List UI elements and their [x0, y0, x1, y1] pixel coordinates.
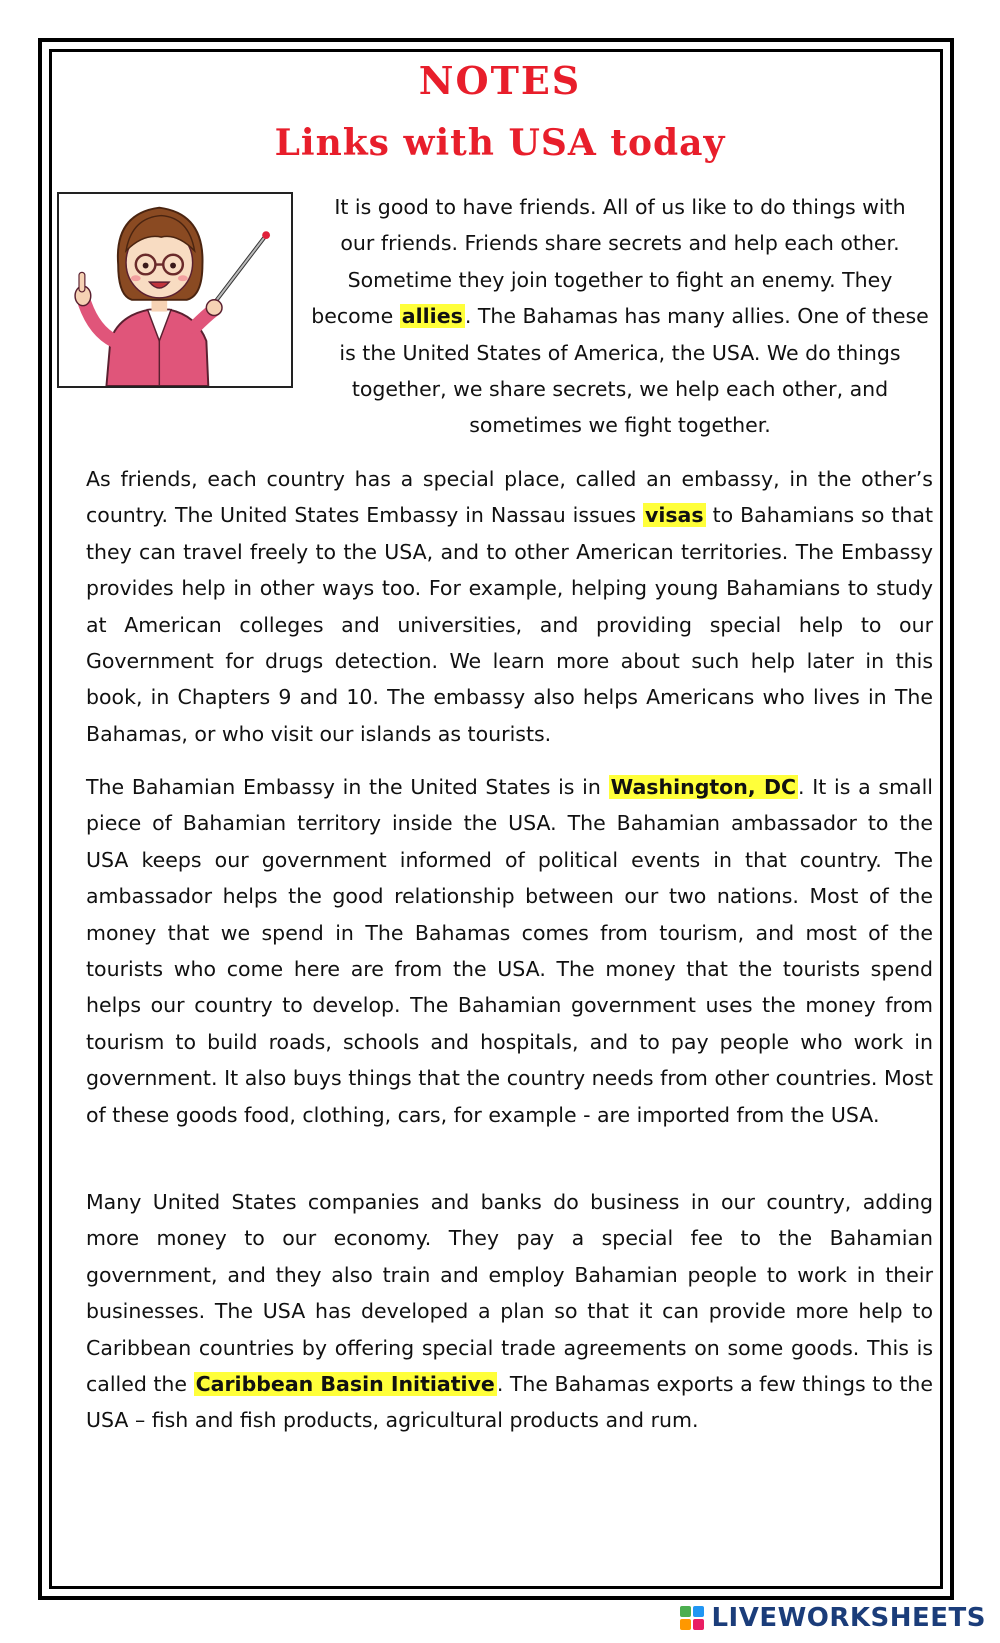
- highlight-visas: visas: [644, 503, 704, 528]
- intro-paragraph: [310, 189, 930, 444]
- highlight-washington: Washington, DC: [610, 775, 797, 799]
- paragraph-text: . It is a small piece of Bahamian territory inside the USA. The Bahamian ambassador to the USA keeps our government informed of political events in that country. The ambassador helps the good relationship between our two nations. Most of the money that we spend in The Bahamas comes from tourism, and most of the tourists who come here are from the USA. The money that the tourists spend helps our country to develop. The Bahamian government uses the money from tourism to build roads, schools and hospitals, and to pay people who work in government. It also buys things that the country needs from other countries. Most of these goods food, clothing, cars, for example - are imported from the USA.: [86, 775, 933, 1127]
- paragraph-text: Many United States companies and banks do business in our country, adding more money to our economy. They pay a special fee to the Bahamian government, and they also train and employ Bahamian people to work in their businesses. The USA has developed a plan so that it can provide more help to Caribbean countries by offering special trade agreements on some goods. This is called the: [86, 1190, 933, 1397]
- intro-line: sometimes we fight together.: [469, 413, 771, 438]
- intro-line: It is good to have friends. All of us like to do things with: [334, 195, 906, 219]
- intro-text: . The Bahamas has many allies. One of these: [464, 304, 929, 329]
- paragraph-text: The Bahamian Embassy in the United States is in: [86, 775, 609, 799]
- intro-text: become: [311, 304, 400, 329]
- paragraph-bahamian-embassy: [86, 769, 933, 1133]
- intro-line: is the United States of America, the USA. We do things: [339, 340, 901, 365]
- paragraph-text: . The Bahamas exports a few things to the USA – fish and fish products, agricultural products and rum.: [86, 1372, 933, 1433]
- paragraph-business: [86, 1184, 933, 1439]
- highlight-caribbean-basin: Caribbean Basin Initiative: [195, 1372, 495, 1397]
- intro-line: Sometime they join together to fight an enemy. They: [347, 267, 893, 292]
- paragraph-embassy: [86, 461, 933, 752]
- paragraph-text: to Bahamians so that they can travel freely to the USA, and to other American territories. The Embassy provides help in other ways too. For example, helping young Bahamians to study at American colleges and universities, and providing special help to our Government for drugs detection. We learn more about such help later in this book, in Chapters 9 and 10. The embassy also helps Americans who lives in The Bahamas, or who visit our islands as tourists.: [86, 503, 933, 746]
- intro-line: together, we share secrets, we help each other, and: [351, 377, 889, 402]
- liveworksheets-brand[interactable]: [679, 1599, 986, 1637]
- paragraph-text: As friends, each country has a special place, called an embassy, in the other’s country. The United States Embassy in Nassau issues: [86, 467, 933, 528]
- intro-line: our friends. Friends share secrets and help each other.: [340, 231, 900, 256]
- liveworksheets-logo-icon: [679, 1605, 705, 1631]
- intro-line: [310, 298, 930, 334]
- teacher-with-pointer-icon: [59, 194, 291, 386]
- brand-text: LIVEWORKSHEETS: [711, 1603, 986, 1633]
- page-subtitle: Links with USA today: [274, 122, 726, 164]
- teacher-illustration: [57, 192, 293, 388]
- highlight-allies: allies: [401, 304, 463, 329]
- page-title: NOTES: [418, 58, 582, 103]
